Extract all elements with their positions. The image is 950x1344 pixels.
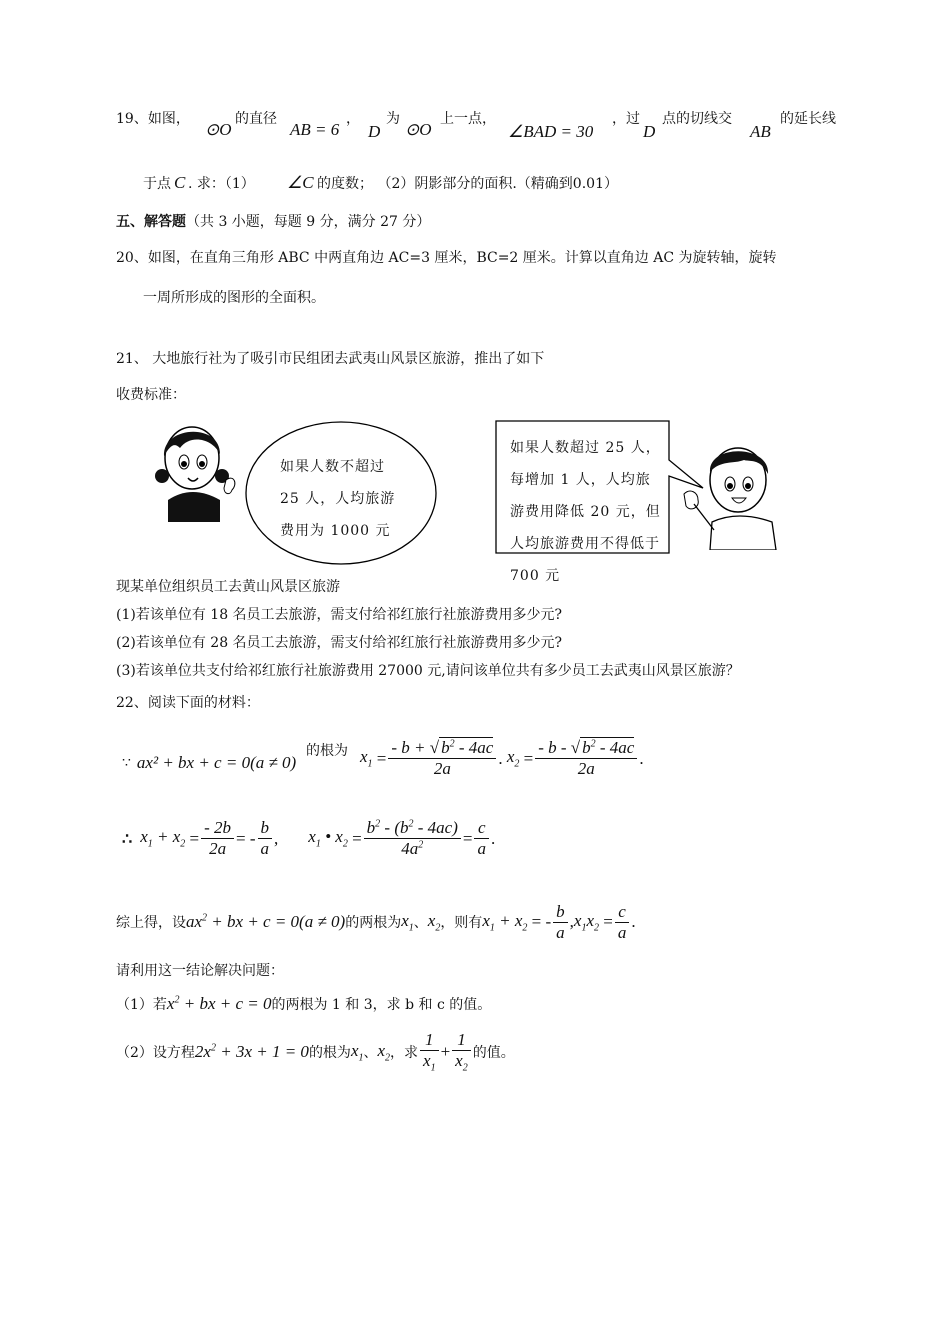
q19-text: ， — [346, 111, 360, 127]
math-ab: AB — [750, 122, 771, 141]
formula-x2-fraction: $\frac{- b - √ b^2 - 4ac}{2a}$ — [535, 738, 637, 779]
circle-o-symbol: ⊙O — [205, 120, 232, 139]
part2-text: 的根为 — [308, 1045, 351, 1061]
formula-x1-fraction: $\frac{- b + √ b^2 - 4ac}{2a}$ — [388, 738, 496, 779]
therefore-symbol: ∴ — [122, 829, 133, 848]
part2-label: （2）设方程 — [116, 1045, 195, 1061]
q19-text: 的延长线 — [780, 111, 836, 127]
roots-are-text: 的根为 — [306, 743, 348, 759]
section-desc: （共 3 小题，每题 9 分，满分 27 分） — [186, 214, 431, 230]
q19-label: 19、如图， — [116, 111, 190, 127]
q22-prompt: 请利用这一结论解决问题： — [116, 963, 284, 979]
q20-line1: 20、如图，在直角三角形 ABC 中两直角边 AC=3 厘米，BC=2 厘米。计算以直角边 AC 为旋转轴，旋转 — [116, 250, 777, 266]
math-x2: $x_2$ — [502, 747, 520, 770]
root-formulas: $x_1$ = $\frac{- b + √ b^2 - 4ac}{2a}$ . $x_2$ = $\frac{- b - √ b^2 - 4ac}{2a}$ . — [360, 738, 644, 778]
q21-sub1: (1)若该单位有 18 名员工去旅游，需支付给祁红旅行社旅游费用多少元? — [116, 607, 563, 623]
summary-text: 综上得，设 — [116, 915, 186, 931]
part1-label: （1）若 — [116, 997, 167, 1013]
summary-text: 的两根为 — [345, 915, 402, 931]
q19-text: 的度数； （2）阴影部分的面积.（精确到0.01） — [317, 176, 618, 192]
math-d: D — [368, 122, 381, 141]
part1-text: 的两根为 1 和 3，求 b 和 c 的值。 — [271, 997, 492, 1013]
q20-line2: 一周所形成的图形的全面积。 — [143, 290, 325, 306]
formula-roots — [122, 738, 296, 788]
q19-text: 的直径 — [235, 111, 277, 127]
because-symbol: ∵ — [122, 755, 131, 771]
q21-sub2: (2)若该单位有 28 名员工去旅游，需支付给祁红旅行社旅游费用多少元? — [116, 635, 563, 651]
q21-sub3: (3)若该单位共支付给祁红旅行社旅游费用 27000 元,请问该单位共有多少员工去武夷山风景区旅游？ — [116, 663, 740, 679]
right-bubble-text: 如果人数超过 25 人，每增加 1 人，人均旅游费用降低 20 元，但人均旅游费用不得低于 700 元 — [510, 440, 661, 584]
q21-line2: 收费标准： — [116, 387, 186, 403]
summary-line: 综上得，设 $ax^2$ + bx + c = 0(a ≠ 0) 的两根为 $x_1$ 、 $x_2$ ，则有 $x_1 + x_2$ = - $\frac{b}{a}$ , $x_1x_2$ = $\frac{c}{a}$ . — [116, 901, 636, 942]
section-heading — [116, 211, 430, 231]
q21-line1: 21、 大地旅行社为了吸引市民组团去武夷山风景区旅游，推出了如下 — [116, 351, 545, 367]
q22-part1: （1）若 $x^2$ + bx + c = 0 的两根为 1 和 3，求 b 和 c 的值。 — [116, 994, 492, 1013]
q19-text: 点的切线交 — [662, 111, 732, 127]
section-title: 五、解答题 — [116, 214, 186, 230]
q19-text: 上一点， — [440, 111, 496, 127]
math-d: D — [643, 122, 656, 141]
girl-illustration — [150, 418, 242, 522]
math-x1: $x_1$ — [360, 747, 373, 770]
math-angle-bad: ∠BAD = 30 — [508, 122, 594, 141]
part2-text: 的值。 — [472, 1045, 515, 1061]
boy-illustration — [680, 438, 780, 550]
math-ab-eq-6: AB = 6 — [290, 120, 340, 139]
q19-text: 于点 — [143, 176, 171, 192]
q19-text: . 求：（1） — [188, 176, 255, 192]
circle-o-symbol: ⊙O — [405, 120, 432, 139]
q22-line1: 22、阅读下面的材料： — [116, 695, 260, 711]
q19-text: 为 — [386, 111, 400, 127]
q19-text: ，过 — [612, 111, 640, 127]
q22-part2: （2）设方程 $2x^2 + 3x + 1 = 0$ 的根为 $x_1$ 、 $x_2$ ，求 $\frac{1}{x_1}$ + $\frac{1}{x_2}$ 的值。 — [116, 1030, 515, 1074]
summary-text: ，则有 — [440, 915, 483, 931]
quadratic-equation: ax² + bx + c = 0(a ≠ 0) — [136, 753, 297, 772]
math-angle-c: ∠C — [287, 173, 314, 192]
formula-sum-product: ∴ $x_1 + x_2$ = $\frac{- 2b}{2a}$ = - $\frac{b}{a}$ , $x_1$ • $x_2$ = $\frac{b^2 - (b^2 - 4ac)}{4a^2}$ = $\frac{c}{a}$ . — [122, 818, 496, 858]
math-c: C — [174, 173, 186, 192]
left-bubble-text: 如果人数不超过 25 人，人均旅游费用为 1000 元 — [280, 459, 396, 539]
q21-intro: 现某单位组织员工去黄山风景区旅游 — [116, 579, 340, 595]
part2-text: ，求 — [390, 1045, 419, 1061]
